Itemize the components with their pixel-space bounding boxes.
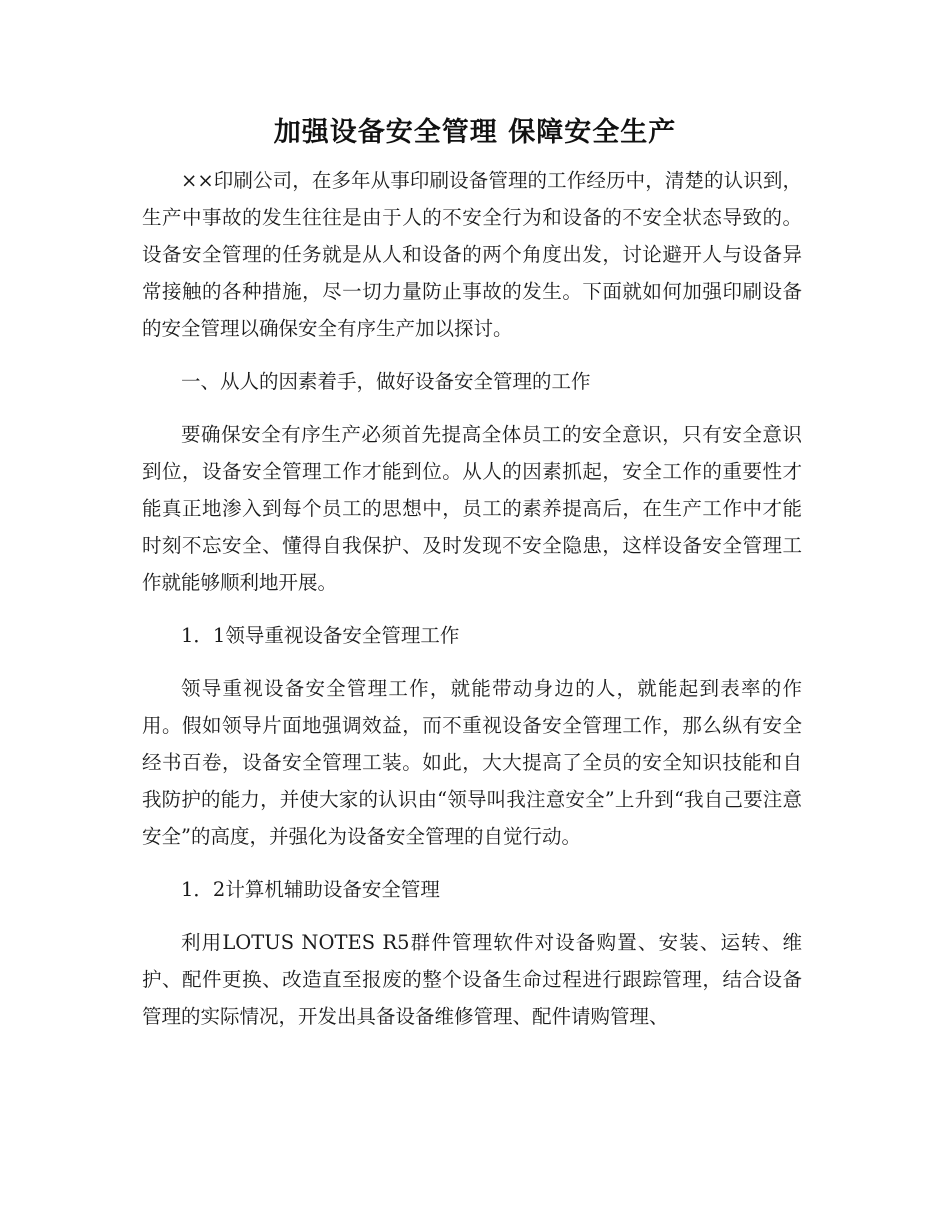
document-title: 加强设备安全管理 保障安全生产 <box>273 117 677 148</box>
subsection-heading-1-2: 1．2计算机辅助设备安全管理 <box>181 878 440 901</box>
subsection-heading-1-1: 1．1领导重视设备安全管理工作 <box>181 624 460 647</box>
section-heading-1: 一、从人的因素着手，做好设备安全管理的工作 <box>181 370 591 393</box>
intro-paragraph: ××印刷公司，在多年从事印刷设备管理的工作经历中，清楚的认识到，生产中事故的发生往往是由于人的不安全行为和设备的不安全状态导致的。设备安全管理的任务就是从人和设备的两个角度出发，讨论避开人与设备异常接触的各种措施，尽一切力量防止事故的发生。下面就如何加强印刷设备的安全管理以确保安全有序生产加以探讨。 <box>142 169 802 340</box>
section-1-paragraph: 要确保安全有序生产必须首先提高全体员工的安全意识，只有安全意识到位，设备安全管理工作才能到位。从人的因素抓起，安全工作的重要性才能真正地渗入到每个员工的思想中，员工的素养提高后，在生产工作中才能时刻不忘安全、懂得自我保护、及时发现不安全隐患，这样设备安全管理工作就能够顺利地开展。 <box>142 423 802 594</box>
document-body <box>142 162 802 1051</box>
subsection-1-1-paragraph: 领导重视设备安全管理工作，就能带动身边的人，就能起到表率的作用。假如领导片面地强调效益，而不重视设备安全管理工作，那么纵有安全经书百卷，设备安全管理工装。如此，大大提高了全员的安全知识技能和自我防护的能力，并使大家的认识由“领导叫我注意安全”上升到“我自己要注意安全”的高度，并强化为设备安全管理的自觉行动。 <box>142 677 802 848</box>
subsection-1-2-paragraph: 利用LOTUS NOTES R5群件管理软件对设备购置、安装、运转、维护、配件更换、改造直至报废的整个设备生命过程进行跟踪管理，结合设备管理的实际情况，开发出具备设备维修管理、配件请购管理、 <box>142 931 802 1028</box>
